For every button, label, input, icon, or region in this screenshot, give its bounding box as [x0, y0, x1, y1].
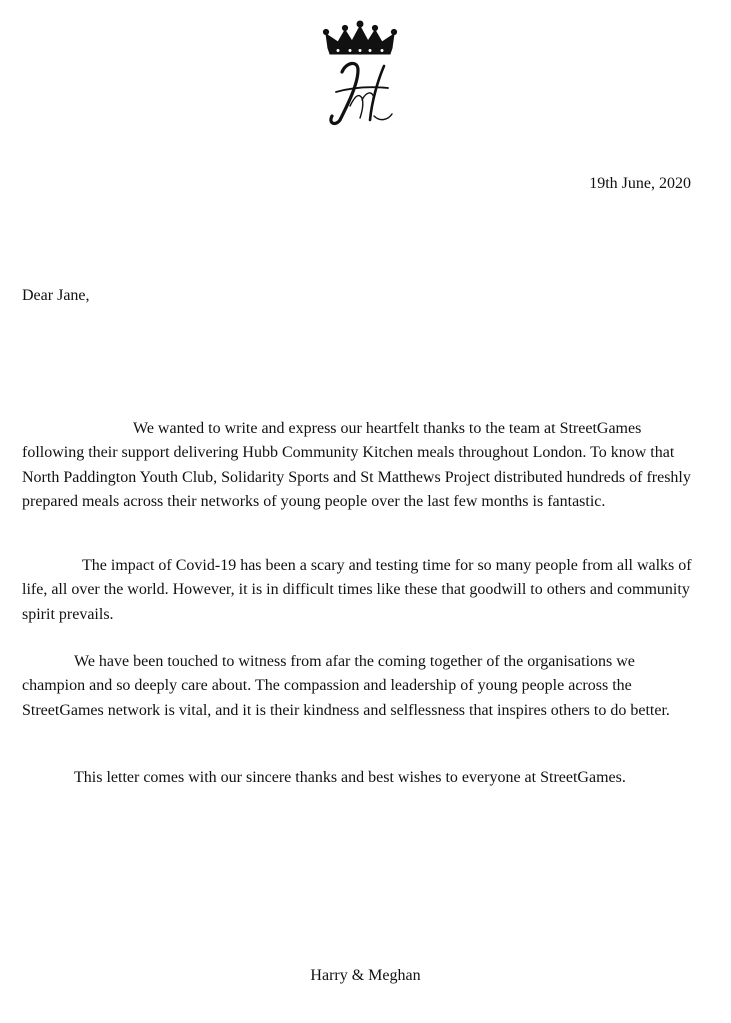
- salutation: Dear Jane,: [22, 287, 90, 304]
- body-paragraph-2: The impact of Covid-19 has been a scary and testing time for so many people from all walks of life, all over the world. However, it is in difficult times like these that goodwill to others and community spirit prevails.: [22, 557, 692, 623]
- body-paragraph-3: We have been touched to witness from afar the coming together of the organisations we champion and so deeply care about. The compassion and leadership of young people across the StreetGames network is vital, and it is their kindness and selflessness that inspires others to do better.: [22, 653, 670, 719]
- body-paragraph-4: This letter comes with our sincere thanks and best wishes to everyone at StreetGames.: [74, 769, 626, 786]
- letter-date: 19th June, 2020: [589, 175, 691, 192]
- crowned-h-monogram-icon: [318, 20, 402, 128]
- body-paragraph-1: We wanted to write and express our heartfelt thanks to the team at StreetGames following their support delivering Hubb Community Kitchen meals throughout London. To know that North Paddington Youth Club, Solidarity Sports and St Matthews Project distributed hundreds of freshly prepared meals across their networks of young people over the last few months is fantastic.: [22, 420, 691, 510]
- signature: Harry & Meghan: [310, 967, 421, 984]
